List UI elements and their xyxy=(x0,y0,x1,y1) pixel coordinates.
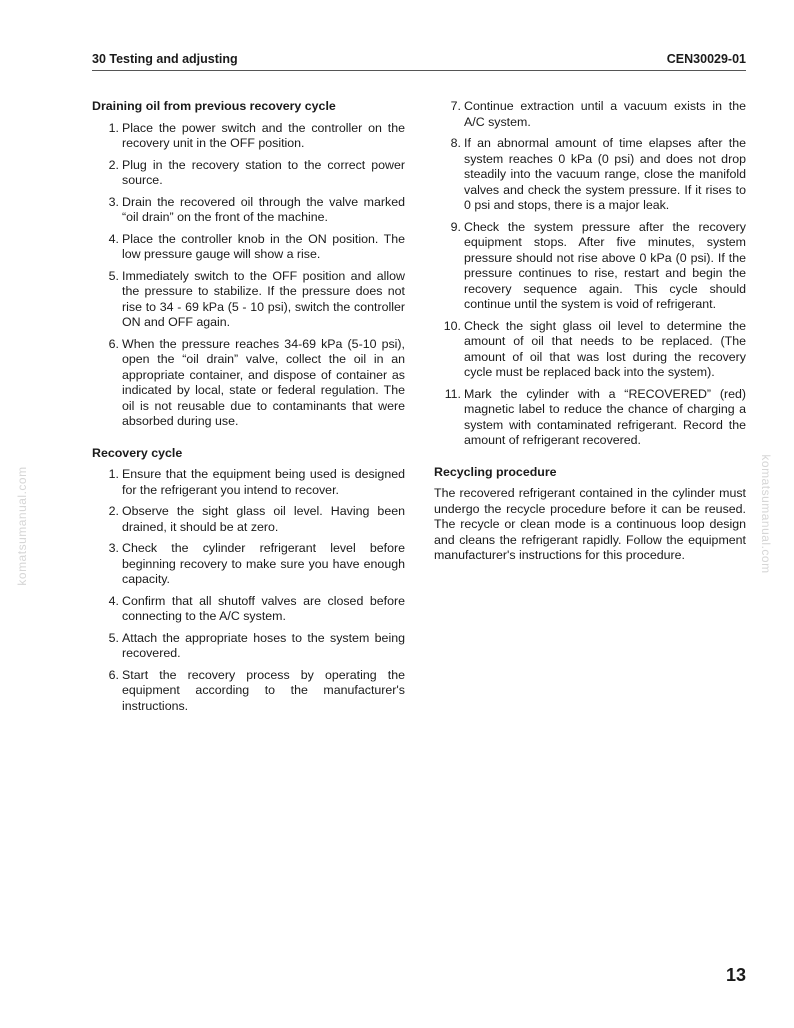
item-number: 4. xyxy=(108,593,119,608)
page-number: 13 xyxy=(725,965,746,985)
list-item xyxy=(92,668,405,715)
section-header: 30 Testing and adjusting xyxy=(92,52,238,66)
list-item xyxy=(92,232,405,263)
header-divider xyxy=(92,70,746,71)
list-item xyxy=(92,158,405,189)
item-text: Attach the appropriate hoses to the system being recovered. xyxy=(122,630,405,660)
item-number: 7. xyxy=(450,99,461,113)
item-number: 6. xyxy=(108,667,119,682)
list-item xyxy=(92,504,405,535)
item-text: Check the cylinder refrigerant level before beginning recovery to make sure you have enough capacity. xyxy=(122,541,405,586)
item-text: When the pressure reaches 34-69 kPa (5-10 psi), open the “oil drain” valve, collect the oil in an appropriate container, and dispose of container as indicated by local, state or federal regulation. The oil is not reusable due to contaminants that were absorbed during use. xyxy=(122,336,405,428)
item-text: Immediately switch to the OFF position and allow the pressure to stabilize. If the pressure does not rise to 34 - 69 kPa (5 - 10 psi), switch the controller ON and OFF again. xyxy=(122,268,405,329)
item-text: Check the sight glass oil level to determine the amount of oil that needs to be replaced. (The amount of oil that was lost during the recovery cycle must be replaced back into the system). xyxy=(464,318,746,379)
item-number: 2. xyxy=(108,157,119,172)
recovery-list-continued xyxy=(434,99,746,449)
item-text: Continue extraction until a vacuum exists in the A/C system. xyxy=(464,99,746,129)
right-column xyxy=(434,99,746,564)
item-text: Confirm that all shutoff valves are closed before connecting to the A/C system. xyxy=(122,593,405,623)
draining-title: Draining oil from previous recovery cycle xyxy=(92,99,336,113)
list-item xyxy=(434,319,746,381)
list-item xyxy=(92,337,405,430)
item-number: 8. xyxy=(450,136,461,150)
watermark-right: komatsumanual.com xyxy=(759,454,773,574)
list-item xyxy=(92,269,405,331)
list-item xyxy=(92,541,405,588)
document-code: CEN30029-01 xyxy=(666,52,746,66)
list-item xyxy=(434,387,746,449)
list-item xyxy=(434,220,746,313)
recycling-paragraph: The recovered refrigerant contained in the cylinder must undergo the recycle procedure before it can be reused. The recycle or clean mode is a continuous loop design and cleans the refrigerant rapidly. Follow the equipment manufacturer's instructions for this procedure. xyxy=(434,486,746,562)
item-text: Place the controller knob in the ON position. The low pressure gauge will show a rise. xyxy=(122,231,405,261)
list-item xyxy=(92,467,405,498)
recycling-title: Recycling procedure xyxy=(434,464,557,479)
item-text: Place the power switch and the controller on the recovery unit in the OFF position. xyxy=(122,120,405,150)
item-text: Start the recovery process by operating the equipment according to the manufacturer's instructions. xyxy=(122,667,405,713)
left-column xyxy=(92,99,405,720)
item-text: Observe the sight glass oil level. Having been drained, it should be at zero. xyxy=(122,504,405,534)
item-number: 9. xyxy=(450,219,461,234)
item-text: Check the system pressure after the recovery equipment stops. After five minutes, system pressure should not rise above 0 kPa (0 psi). If the pressure continues to rise, restart and begin the recovery sequence again. This cycle should continue until the system is void of refrigerant. xyxy=(464,219,746,311)
item-number: 6. xyxy=(108,336,119,351)
list-item xyxy=(434,136,746,214)
watermark-left: komatsumanual.com xyxy=(15,466,29,586)
item-number: 3. xyxy=(108,194,119,209)
item-text: Drain the recovered oil through the valve marked “oil drain” on the front of the machine. xyxy=(122,194,405,224)
item-number: 10. xyxy=(443,318,461,333)
item-number: 5. xyxy=(108,630,119,645)
item-number: 4. xyxy=(108,231,119,246)
recovery-list xyxy=(92,467,405,714)
list-item xyxy=(92,631,405,662)
recovery-title: Recovery cycle xyxy=(92,445,183,460)
item-text: Ensure that the equipment being used is designed for the refrigerant you intend to recover. xyxy=(122,467,405,497)
item-number: 3. xyxy=(108,541,119,555)
item-number: 1. xyxy=(108,120,119,135)
item-number: 1. xyxy=(108,467,119,481)
item-number: 2. xyxy=(108,504,119,518)
item-text: Mark the cylinder with a “RECOVERED” (red) magnetic label to reduce the chance of charging a system with contaminated refrigerant. Record the amount of refrigerant recovered. xyxy=(464,386,746,447)
draining-list xyxy=(92,121,405,430)
item-text: If an abnormal amount of time elapses after the system reaches 0 kPa (0 psi) and does not drop steadily into the vacuum range, close the manifold valves and check the system pressure. If it rises to 0 psi and stops, there is a major leak. xyxy=(464,136,746,212)
list-item xyxy=(92,594,405,625)
list-item xyxy=(434,99,746,130)
item-number: 5. xyxy=(108,268,119,283)
list-item xyxy=(92,195,405,226)
item-text: Plug in the recovery station to the correct power source. xyxy=(122,157,405,187)
list-item xyxy=(92,121,405,152)
item-number: 11. xyxy=(444,386,461,401)
